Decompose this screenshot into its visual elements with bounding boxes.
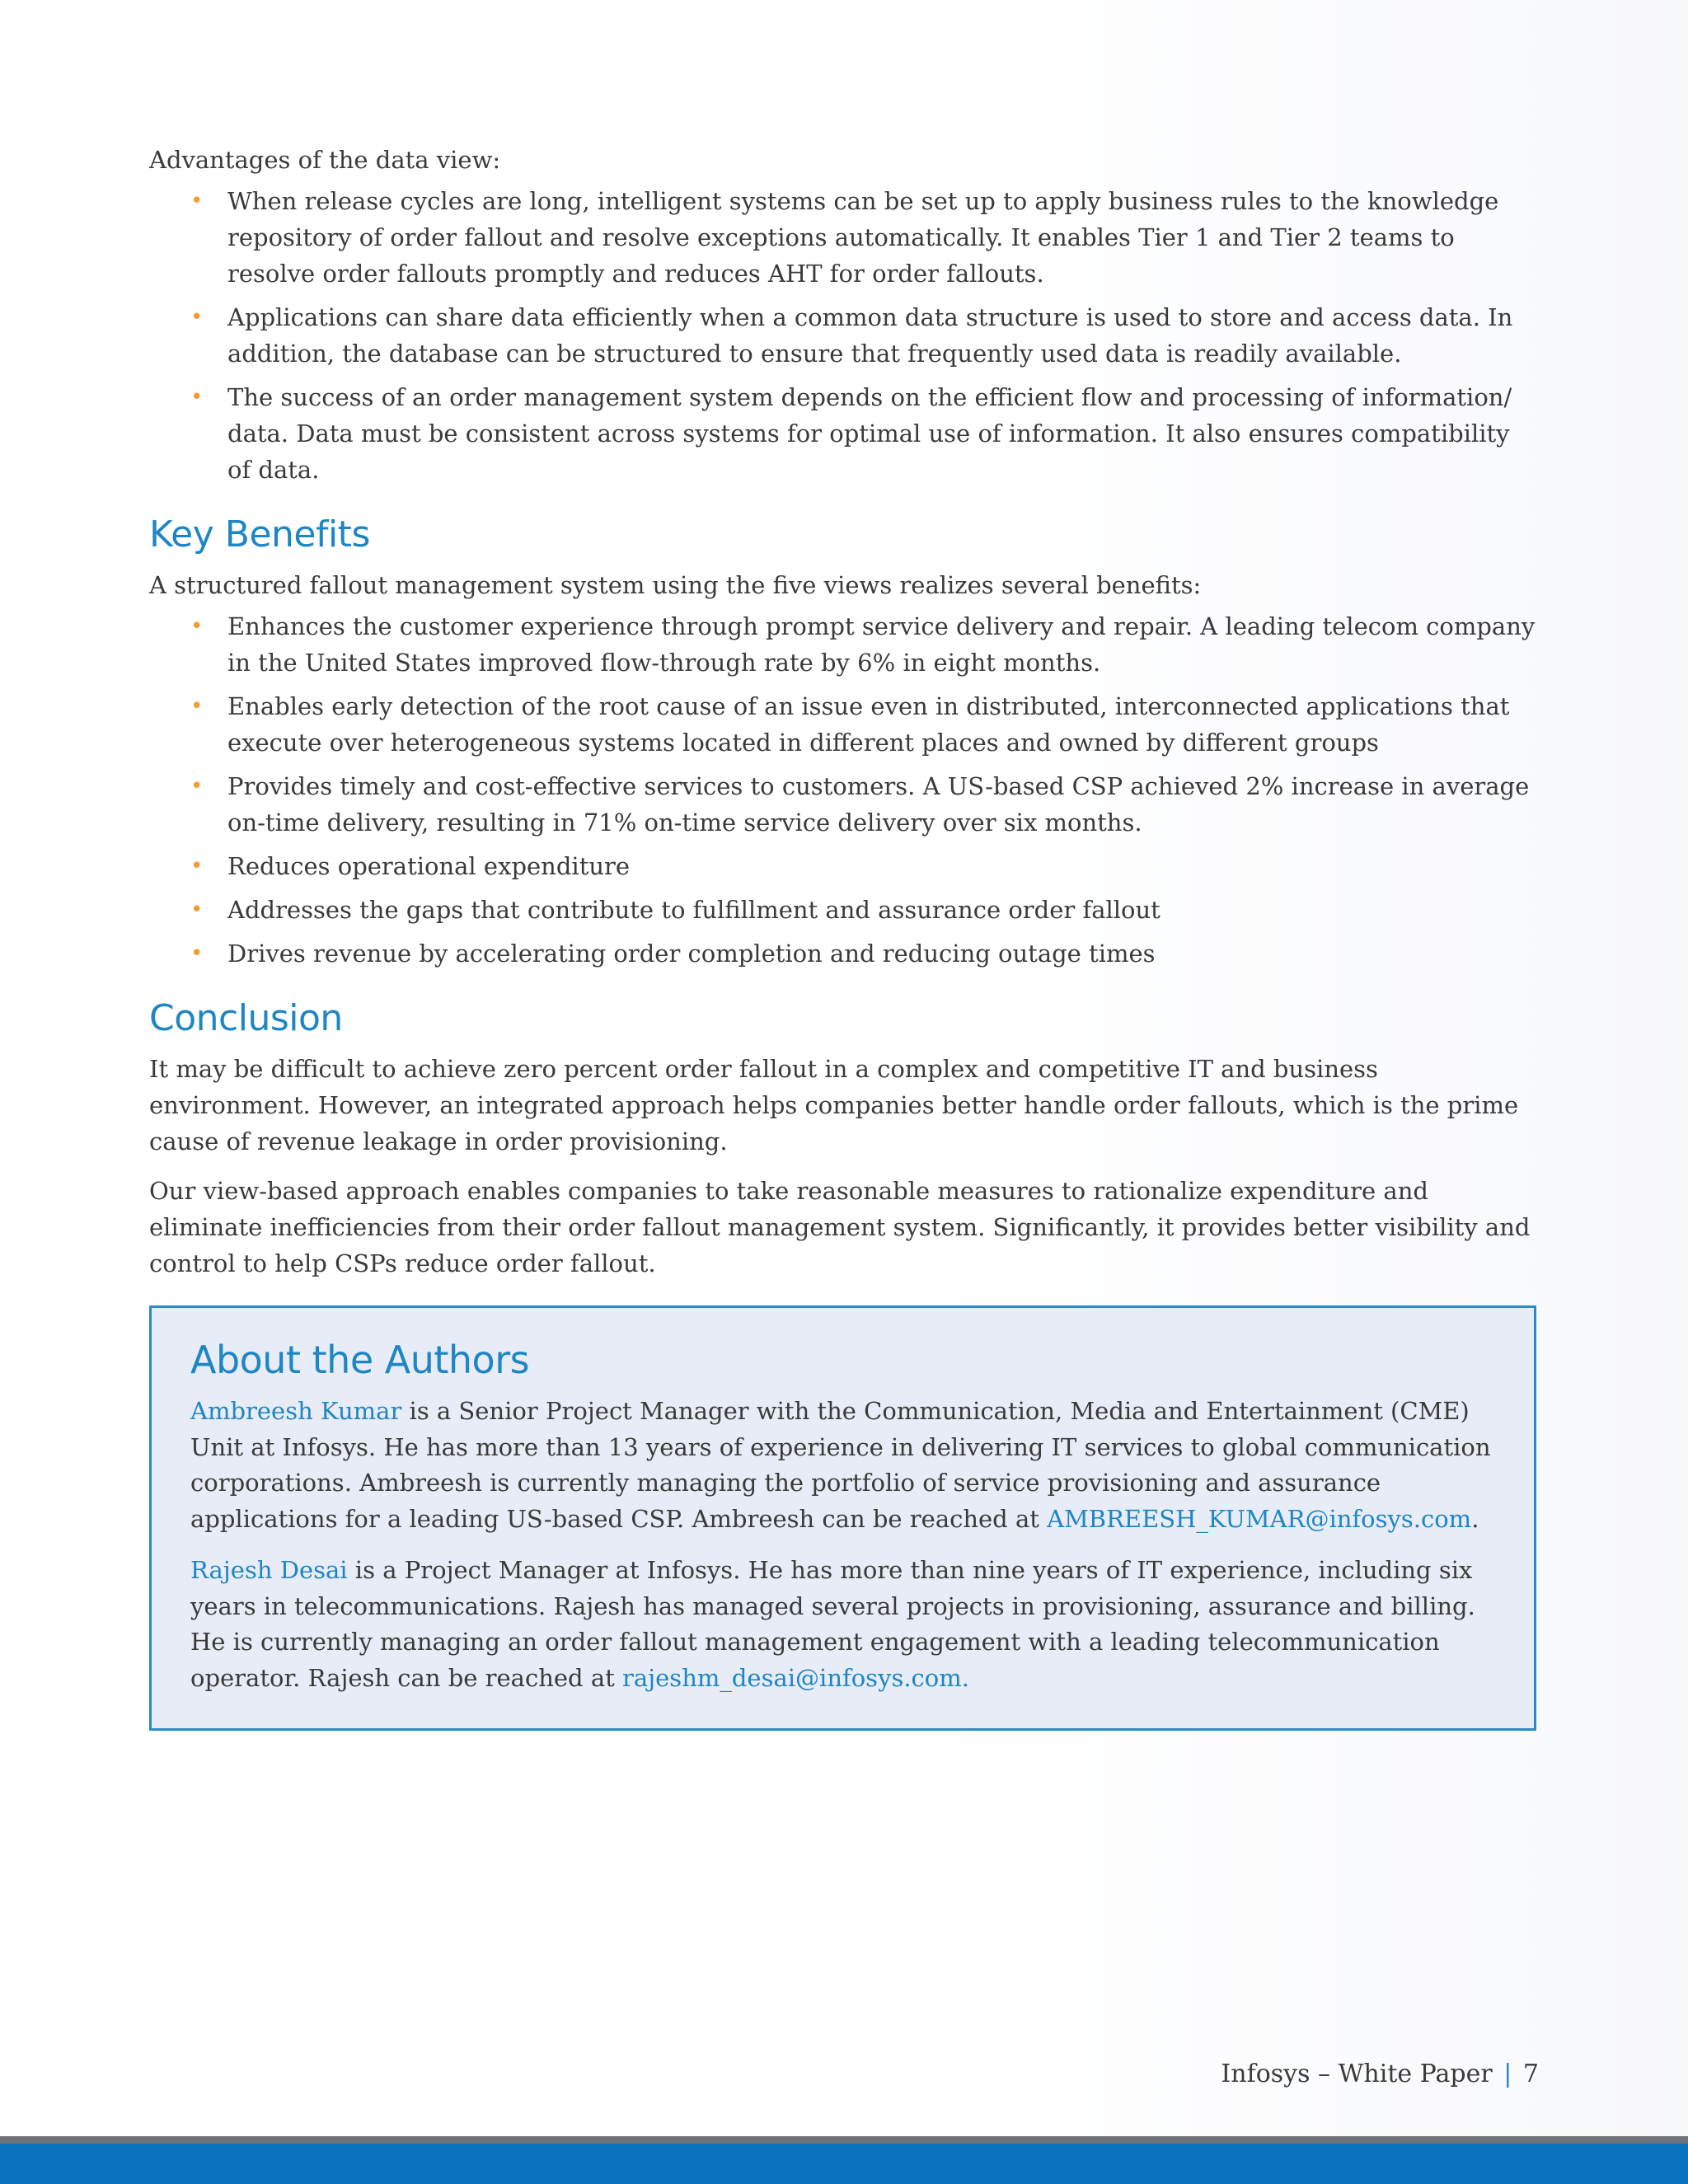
list-item: • Enables early detection of the root cause of an issue even in distributed, interconnected applications that execute over heterogeneous systems located in different places and owned by different groups (227, 688, 1538, 761)
conclusion-paragraph: It may be difficult to achieve zero percent order fallout in a complex and competitive IT and business environment. However, an integrated approach helps companies better handle order fallouts, which is the prime cause of revenue leakage in order provisioning. (149, 1055, 1519, 1155)
about-authors-heading: About the Authors (190, 1338, 530, 1382)
data-view-intro: Advantages of the data view: (149, 146, 501, 174)
author-bio-rajesh: Rajesh Desai is a Project Manager at Infosys. He has more than nine years of IT experience, including six years in telecommunications. Rajesh has managed several projects in provisioning, assurance and billing. He is currently managing an order fallout management engagement with a leading telecommunication operator. Rajesh can be reached at rajeshm_desai@infosys.com. (190, 1556, 1475, 1692)
list-item: • Enhances the customer experience through prompt service delivery and repair. A leading telecom company in the United States improved flow-through rate by 6% in eight months. (227, 608, 1538, 681)
conclusion-heading: Conclusion (149, 997, 343, 1039)
key-benefits-intro: A structured fallout management system using the five views realizes several benefits: (149, 571, 1202, 599)
conclusion-paragraph: Our view-based approach enables companies to take reasonable measures to rationalize expenditure and eliminate inefficiencies from their order fallout management system. Significantly, it provides better visibility and control to help CSPs reduce order fallout. (149, 1177, 1531, 1277)
main-content (149, 142, 1538, 1295)
bullet-icon: • (190, 385, 204, 410)
bullet-icon: • (190, 941, 204, 966)
key-benefits-list (149, 608, 1538, 972)
author-email-link[interactable]: AMBREESH_KUMAR@infosys.com (1047, 1504, 1472, 1533)
author-bio-ambreesh: Ambreesh Kumar is a Senior Project Manager with the Communication, Media and Entertainment (CME) Unit at Infosys. He has more than 13 years of experience in delivering IT services to global communication corporations. Ambreesh is currently managing the portfolio of service provisioning and assurance applications for a leading US-based CSP. Ambreesh can be reached at AMBREESH_KUMAR@infosys.com. (190, 1397, 1491, 1533)
list-item: • When release cycles are long, intelligent systems can be set up to apply business rules to the knowledge repository of order fallout and resolve exceptions automatically. It enables Tier 1 and Tier 2 teams to resolve order fallouts promptly and reduces AHT for order fallouts. (227, 183, 1538, 292)
footer-gray-bar (0, 2136, 1688, 2144)
data-view-list (149, 183, 1538, 488)
list-item: • Drives revenue by accelerating order completion and reducing outage times (227, 935, 1538, 972)
page-footer (1221, 2058, 1539, 2091)
list-item: • Applications can share data efficiently when a common data structure is used to store and access data. In addition, the database can be structured to ensure that frequently used data is readily available. (227, 299, 1538, 372)
list-item: • Provides timely and cost-effective services to customers. A US-based CSP achieved 2% increase in average on-time delivery, resulting in 71% on-time service delivery over six months. (227, 768, 1538, 841)
list-item: • Reduces operational expenditure (227, 848, 1538, 884)
about-authors-box (149, 1305, 1536, 1731)
bullet-icon: • (190, 898, 204, 922)
bullet-icon: • (190, 774, 204, 799)
author-email-link[interactable]: rajeshm_desai@infosys.com. (622, 1663, 969, 1692)
list-item: • Addresses the gaps that contribute to fulfillment and assurance order fallout (227, 892, 1538, 928)
bullet-icon: • (190, 614, 204, 639)
footer-label: Infosys – White Paper (1221, 2060, 1493, 2088)
bullet-icon: • (190, 305, 204, 330)
author-name-link[interactable]: Ambreesh Kumar (190, 1397, 402, 1425)
bullet-icon: • (190, 854, 204, 879)
page-number: 7 (1522, 2060, 1539, 2088)
author-name-link[interactable]: Rajesh Desai (190, 1556, 348, 1584)
bullet-icon: • (190, 694, 204, 719)
bullet-icon: • (190, 189, 204, 213)
list-item: • The success of an order management system depends on the efficient flow and processing of information/ data. Data must be consistent across systems for optimal use of information. It also ensures compatibility of data. (227, 379, 1538, 488)
footer-separator: | (1503, 2060, 1512, 2088)
footer-blue-bar (0, 2144, 1688, 2184)
key-benefits-heading: Key Benefits (149, 513, 370, 555)
